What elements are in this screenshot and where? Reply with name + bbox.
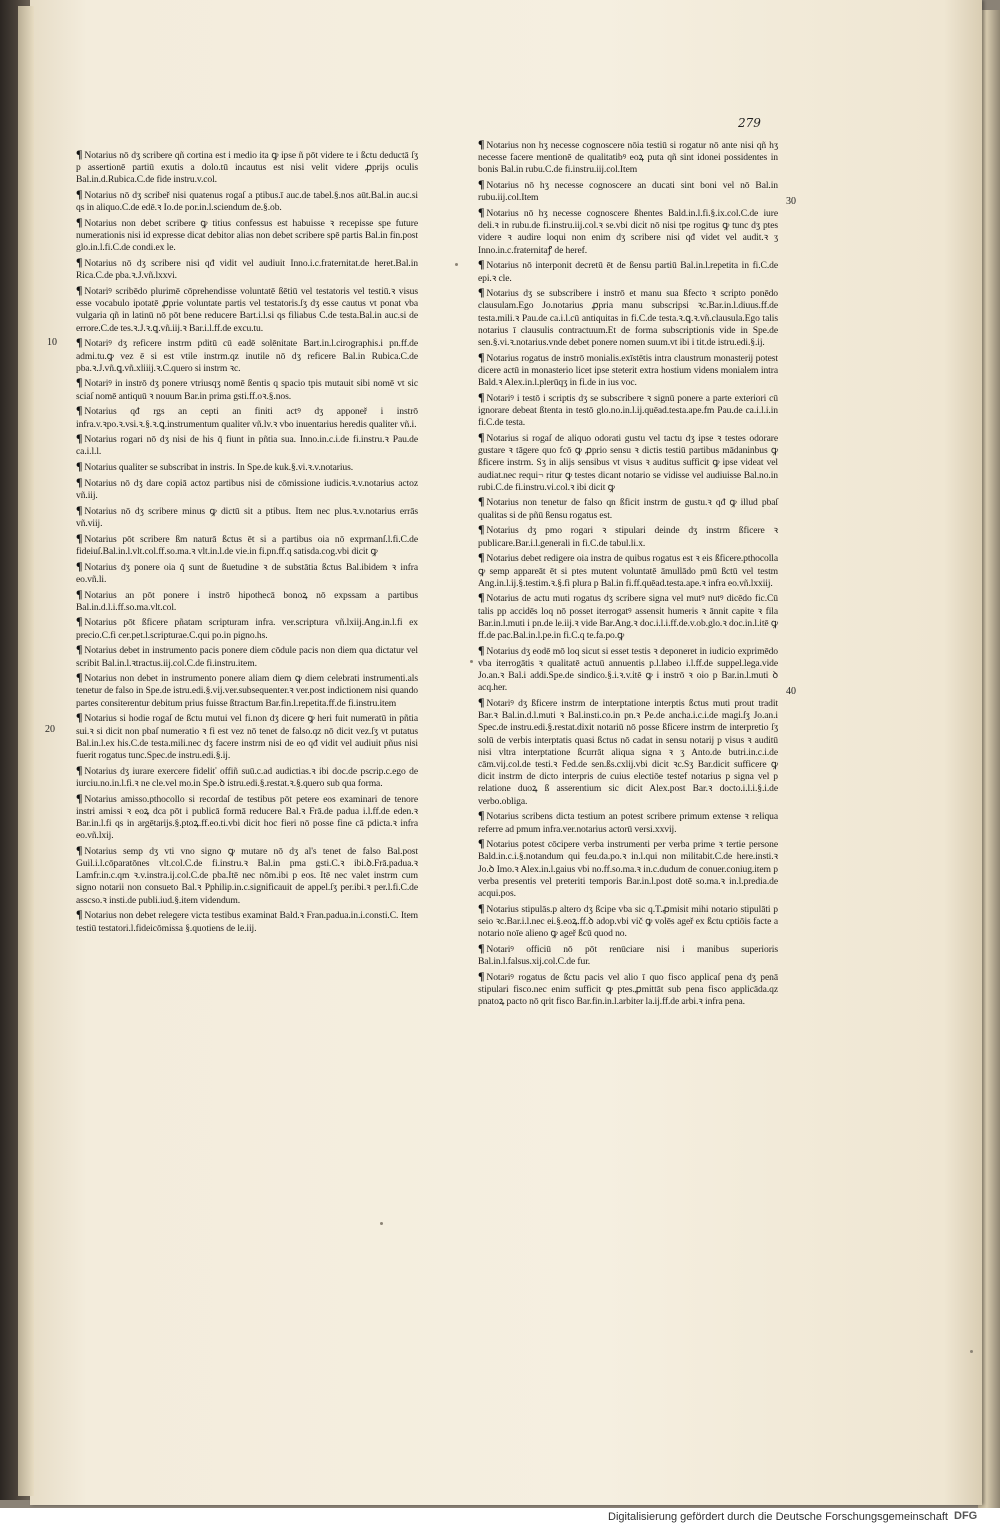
entry-text: Notarius dʒ iurare exercere fideliť offiñ suū.c.ad audictias.ꝛ ibi doc.de pscrip.c.ego de iurciu.no.in.l.fi.ꝛ ne cle.vel mo.in Spe.ꝺ istru.edi.§.restat.ꝛ.§.quero sub qua forma. [76, 765, 418, 789]
pilcrow-icon: ¶ [478, 808, 485, 823]
entry-text: Notarius nō hʒ necesse cognoscere ßhentes Bald.in.l.fi.§.ix.col.C.de iure deli.ꝛ in rubu.de fi.instru.iij.col.ꝛ se.vbi dicit nō nisi tpe rogitus ꝙ tunc dʒ ptes videre ꝛ audire loqui non enim dʒ scribere nisi qđ videt vel audit.ꝛ ʒ Inno.in.c.fraternitaꝭ de heref. [478, 208, 778, 256]
entry-text: Notarius dʒ ponere oia q̄ sunt de ßuetudine ꝛ de substātia ßctus Bal.ibidem ꝛ infra eo.vñ.li. [76, 561, 418, 585]
pilcrow-icon: ¶ [76, 431, 83, 446]
entry-text: Notarius nō dʒ scribeř nisi quatenus rogaſ a ptibus.ī auc.de tabel.§.nos aūt.Bal.in auc.si qs in aliquo.C.de edē.ꝛ Io.de por.in.l.sciendum de.§.ob. [76, 190, 418, 214]
entry-paragraph [76, 376, 418, 402]
pilcrow-icon: ¶ [76, 907, 83, 922]
entry-text: Notarius non hʒ necesse cognoscere nōia testiū si rogatur nō ante nisi qñ hʒ necesse facere mentionē de qualitatibꝰ eoꝝ puta qñ sint idonei possidentes in bonis Bal.in rubu.C.de fi.instru.iij.col.Item [478, 140, 778, 176]
entry-text: Notarius nō dʒ scribere qñ cortina est i medio ita ꝙ ipse ñ pōt videre te i ßctu deductā ſʒ p assertionē partiū exutis a dolo.tū incautus est nisi velit videre ꝓprijs oculis Bal.in.d.Rubica.C.de fide instru.v.col. [76, 150, 418, 186]
pilcrow-icon: ¶ [76, 335, 83, 350]
previous-page-edge [18, 6, 34, 1496]
entry-text: Notariꝰ rogatus de ßctu pacis vel alio ī quo fisco applicaſ pena dʒ penā stipulari fisco.nec enim sufficit ꝙ ptes.ꝓmittāt sub pena fisco applicāda.qz pnatoꝝ pacto nō qrit fisco Bar.fin.in.l.arbiter la.ij.ff.de arbi.ꝛ infra pena. [478, 971, 778, 1008]
pilcrow-icon: ¶ [76, 215, 83, 230]
entry-paragraph [478, 178, 778, 204]
entry-paragraph [478, 495, 778, 521]
entry-paragraph [76, 188, 418, 214]
entry-text: Notarius stipulās.p altero dʒ ßcipe vba sic q.T.ꝓmisit mihi notario stipulāti p seio ꝛc.Bar.i.l.nec ei.§.eoꝝ.ff.ꝺ adop.vbi vič ꝙ volēs ageř ex ßctu cptiōis facte a notario noīe alieno ꝙ ageř ßcū quod no. [478, 903, 778, 940]
entry-paragraph [76, 460, 418, 474]
pilcrow-icon: ¶ [76, 670, 83, 685]
entry-text: Notarius si hodie rogaſ de ßctu mutui vel fi.non dʒ dicere ꝙ heri fuit numeratū in pñtia sui.ꝛ si dicit non pbaſ numeratio ꝛ fi est vez nō tenet de falso.qz nō dicit vez.ſʒ vt putatus Bal.in.l.ex his.C.de testa.mili.nec dʒ facere instrm nisi de eo qđ vidit vel audiuit pñus nisi fuerit rogatus tunc.Spec.de instru.edi.§.ij. [76, 713, 418, 761]
pilcrow-icon: ¶ [76, 147, 83, 161]
digitization-footer [0, 1508, 1000, 1528]
entry-text: Notarius nō hʒ necesse cognoscere an ducati sint boni vel nō Bal.in rubu.iij.col.Item [478, 180, 778, 204]
entry-paragraph [478, 391, 778, 430]
entry-text: Notariꝰ officiū nō pōt renūciare nisi i manibus superioris Bal.in.l.falsus.xij.col.C.de fur. [478, 943, 778, 968]
pilcrow-icon: ¶ [478, 429, 485, 444]
pilcrow-icon: ¶ [478, 590, 485, 605]
entry-paragraph [76, 844, 418, 907]
pilcrow-icon: ¶ [76, 375, 83, 390]
pilcrow-icon: ¶ [76, 403, 83, 418]
pilcrow-icon: ¶ [478, 494, 485, 509]
entry-text: Notarius semp dʒ vti vno signo ꝙ mutare nō dʒ al's tenet de falso Bal.post Guil.i.l.cōparatōnes vlt.col.C.de fi.instru.ꝛ Bal.in pma gsti.C.ꝛ ibi.ꝺ.Frā.padua.ꝛ Lamfr.in.c.qm ꝛ.v.instra.ij.col.C.de pba.Itē nec nōm.ibi p eos. Itē nec valet instrm cum signo notarii non consueto Bal.ꝛ Pphilip.in.c.significauit de appel.ſʒ per.ibi.ꝛ per.l.fi.C.de asscso.ꝛ insti.de publi.iud.§.item videndum. [76, 845, 418, 906]
margin-line-number-10: 10 [47, 337, 57, 348]
entry-text: Notarius dʒ se subscribere i instrō et manu sua ßfecto ꝛ scripto ponēdo clausulam.Ego Jo.notarius ꝓpria manu subscripsi ꝛc.Bar.in.l.diuus.ff.de testa.mili.ꝛ Pau.de ca.i.l.cū antiquitas in fi.C.de testa.ꝛ.ꝗ.ꝛ.vñ.clausula.Ego talis notarius ī clausulis contractuum.Et de forma subscriptionis vide in Spe.de sen.§.vi.ꝛ.notarius.vnde debet ponere nomen suum.vt ibi i tit.de istru.edi.§.ij. [478, 288, 778, 349]
pilcrow-icon: ¶ [76, 842, 83, 857]
pilcrow-icon: ¶ [76, 187, 83, 202]
pilcrow-icon: ¶ [478, 642, 485, 657]
pilcrow-icon: ¶ [76, 459, 83, 474]
margin-line-number-20: 20 [45, 724, 55, 735]
entry-paragraph [478, 286, 778, 349]
pilcrow-icon: ¶ [478, 522, 485, 537]
paper-speck [455, 263, 458, 266]
pilcrow-icon: ¶ [478, 177, 485, 192]
entry-text: Notarius rogatus de instrō monialis.exīstētis intra claustrum monasterij potest dicere actū in monasterio licet ipse steterit extra hostium videns monialem intra Bald.ꝛ Alex.in.l.plerūqʒ in fi.de in ius voc. [478, 352, 778, 389]
entry-text: Notarius de actu muti rogatus dʒ scribere signa vel mutꝰ nutꝰ dicēdo fic.Cū talis pp accidēs loq nō posset iterrogatꝰ assensit humeris ꝛ ānnit capite ꝛ fila Bar.in.l.muti i pn.de le.iij.ꝛ vide Bar.Ang.ꝛ doc.i.l.i.ff.de.v.ob.glo.ꝛ doc.in.l.itē ꝙ ff.de pac.Bal.in.l.pe.in fi.C.q te.fa.po.ꝙ [478, 593, 778, 642]
entry-paragraph [76, 711, 418, 762]
entry-paragraph [478, 551, 778, 590]
entry-text: Notarius non tenetur de falso qn ßficit instrm de gustu.ꝛ qđ ꝙ illud pbaſ qualitas si de pñū ßensu rogatus est. [478, 497, 778, 521]
entry-paragraph [76, 671, 418, 710]
pilcrow-icon: ¶ [76, 255, 83, 270]
entry-paragraph [76, 404, 418, 430]
entry-text: Notarius debet redigere oia instra de quibus rogatus est ꝛ eis ßficere.pthocolla ꝙ semp appareāt ēt si ptes mutent voluntatē āmullādo pmū ßctū vel testm Ang.in.l.ij.§.testim.ꝛ.§.fi plura p Bal.in fi.ff.quēad.testa.ape.ꝛ infra eo.vñ.lxxiij. [478, 553, 778, 589]
entry-text: Notarius nō dʒ scribere nisi qđ vidit vel audiuit Inno.i.c.fraternitat.de heret.Bal.in Rica.C.de pba.ꝛ.J.vñ.lxxvi. [76, 258, 418, 282]
entry-text: Notarius non debet scribere ꝙ titius confessus est habuisse ꝛ recepisse spe future numerationis nisi id expresse dicat debitor alias non debet scribere spē partis Bal.in fin.post glo.in.l.fi.C.de condi.ex le. [76, 218, 418, 254]
pilcrow-icon: ¶ [478, 550, 485, 565]
entry-text: Notarius pōt scribere ßm naturā ßctus ēt si a partibus oia nō exprmanſ.l.fi.C.de fideiuſ.Bal.in.l.vlt.col.ff.so.ma.ꝛ vlt.in.l.de vie.in fi.pn.ff.q satisda.cog.vbi dicit ꝙ [76, 533, 418, 557]
pilcrow-icon: ¶ [76, 642, 83, 657]
pilcrow-icon: ¶ [76, 474, 83, 489]
pilcrow-icon: ¶ [76, 614, 83, 629]
entry-paragraph [478, 523, 778, 549]
entry-paragraph [76, 504, 418, 530]
pilcrow-icon: ¶ [478, 836, 485, 851]
folio-number: 279 [738, 116, 761, 130]
pilcrow-icon: ¶ [478, 900, 485, 915]
entry-paragraph [478, 809, 778, 835]
entry-text: Notarius potest cōcipere verba instrumenti per verba prime ꝛ tertie persone Bald.in.c.i.§.notandum qui feu.da.po.ꝛ in.l.qui non militabit.C.de here.insti.ꝛ Jo.ꝺ Imo.ꝛ Alex.in.l.gaius vbi no.ff.so.ma.ꝛ in.c.dudum de conuer.coniug.item p verba presentis vel preteriti temporis Bar.in.l.post dotē so.ma.ꝛ in.l.predia.de acqui.pos. [478, 839, 778, 900]
dfg-logo: DFG [954, 1510, 978, 1522]
entry-paragraph [76, 792, 418, 843]
entry-text: Notariꝰ dʒ ßficere instrm de interptatione interptis ßctus muti prout tradit Bar.ꝛ Bal.in.d.l.muti ꝛ Bal.insti.co.in pn.ꝛ Pe.de ancha.i.c.i.de magi.ſʒ Jo.an.i Spec.de instru.edi.§.restat.dixit notariū nō posse ßficere instrm de interpretio ſʒ solū de verbis interptatis quasi ßctus nō cadat in sensu notarij p visus ꝛ auditū nisi vltra interptatione ßcurrāt aliqua signa ꝛ ʒ Anto.de butri.in.c.i.de cām.vij.col.de testi.ꝛ Fed.de sen.ßs.cxlij.vbi dicit ꝛc.Sʒ Bar.dicit sufficere ꝙ dicit instrm de dicto interpris de cuius electiōe testef notarius p signa vel p relatione duoꝝ ß asserentium sic dicit Alex.post Bar.ꝛ docto.i.l.i.§.i.de verbo.obliga. [478, 698, 778, 807]
entry-text: Notarius nō interponit decretū ēt de ßensu partiū Bal.in.l.repetita in fi.C.de epi.ꝛ cle. [478, 260, 778, 284]
entry-paragraph [76, 908, 418, 934]
entry-text: Notarius nō dʒ scribere minus ꝙ dictū sit a ptibus. Item nec plus.ꝛ.v.notarius errās vñ.viij. [76, 505, 418, 529]
pilcrow-icon: ¶ [478, 389, 485, 404]
entry-paragraph [478, 258, 778, 284]
margin-line-number-30: 30 [786, 196, 796, 207]
entry-paragraph [478, 942, 778, 968]
entry-text: Notarius an pōt ponere i instrō hipothecā bonoꝝ nō expssam a partibus Bal.in.d.l.i.ff.so.ma.vlt.col. [76, 589, 418, 613]
paper-speck [470, 660, 473, 663]
entry-paragraph [478, 206, 778, 257]
entry-paragraph [478, 696, 778, 808]
pilcrow-icon: ¶ [478, 257, 485, 272]
entry-text: Notarius dʒ pmo rogari ꝛ stipulari deinde dʒ instrm ßficere ꝛ publicare.Bar.i.l.generali in fi.C.de tabul.li.x. [478, 525, 778, 549]
entry-paragraph [478, 970, 778, 1009]
entry-text: Notariꝰ scribēdo plurimē cōprehendisse voluntatē ßētiū vel testatoris vel testiū.ꝛ visus esse vocabulo ipotatē ꝓprie voluntate partis vel testatoris.ſʒ dʒ esse cautus vt ponat vba vulgaria qñ in latinū nō pōt bene reducere Bart.i.l.si qs filiabus C.de testa.Bal.in auc.si de errore.C.de tes.ꝛ.J.ꝛ.ꝗ.vñ.iij.ꝛ Bar.i.l.ff.de excu.tu. [76, 286, 418, 334]
entry-text: Notarius amisso.pthocollo si recordaſ de testibus pōt petere eos examinari de tenore instri amissi ꝛ eoꝝ dca pōt i publicā formā reducere Bal.ꝛ Frā.de padua i.l.ff.de eden.ꝛ Bar.in.l.fi qs in argētarijs.§.ptoꝝ.ff.eo.ti.vbi dicit hoc fieri nō posse fine cā pdicta.ꝛ infra eo.vñ.lxij. [76, 793, 418, 842]
entry-text: Notariꝰ i testō i scriptis dʒ se subscribere ꝛ signū ponere a parte exteriori cū ignorare debeat ßtenta in testō glo.no.in.l.ij.quēad.testa.ape.fm Pau.de ca.i.l.i.in fi.C.de testa. [478, 392, 778, 429]
entry-text: Notarius dʒ eodē mō loq sicut si esset testis ꝛ deponeret in iudicio exprimēdo vba iterrogātis ꝛ qualitatē actuū annuentis p.l.labeo i.l.ff.de suppel.lega.vide Jo.an.ꝛ Bal.i addi.Spe.de sindico.§.i.ꝛ.v.itē ꝙ i instrō ꝛ oio p Bar.in.l.muti ꝺ acq.her. [478, 645, 778, 694]
pilcrow-icon: ¶ [478, 349, 485, 364]
pilcrow-icon: ¶ [76, 502, 83, 517]
entry-paragraph [76, 476, 418, 502]
entry-text: Notarius qđ rgs an cepti an finiti actꝰ dʒ apponeř i instrō infra.v.ꝛpo.ꝛ.vsi.ꝛ.§.ꝛ.ꝗ.instrumentum qualiter vñ.lv.ꝛ vbo inuentarius heredis qualiter vñ.i. [76, 406, 418, 430]
entry-text: Notarius qualiter se subscribat in instris. In Spe.de kuk.§.vi.ꝛ.v.notarius. [84, 462, 354, 474]
entry-paragraph [478, 902, 778, 941]
pilcrow-icon: ¶ [478, 968, 485, 983]
entry-paragraph [478, 644, 778, 695]
entry-text: Notarius scribens dicta testium an potest scribere primum extense ꝛ reliqua referre ad pmum infra.ver.notarius actorū versi.xxvij. [478, 811, 778, 835]
entry-paragraph [76, 615, 418, 641]
pilcrow-icon: ¶ [76, 283, 83, 298]
entry-paragraph [76, 432, 418, 458]
pilcrow-icon: ¶ [76, 790, 83, 805]
entry-paragraph [76, 284, 418, 335]
entry-text: Notarius pōt ßficere pñatam scripturam infra. ver.scriptura vñ.lxiij.Ang.in.l.fi ex precio.C.fi cer.pet.l.scripturae.C.qui po.in pigno.hs. [76, 617, 418, 641]
entry-paragraph [478, 591, 778, 642]
entry-paragraph [76, 216, 418, 255]
entry-text: Notarius rogari nō dʒ nisi de his q̄ fiunt in pñtia sua. Inno.in.c.i.de fi.instru.ꝛ Pau.de ca.i.l.l. [76, 434, 418, 458]
entry-text: Notariꝰ dʒ reficere instrm pditū cū eadē solēnitate Bart.in.l.cirographis.i pn.ff.de admi.tu.ꝙ vez ē si est vtile instrm.qz inutile nō dʒ reficere Bal.in Rubica.C.de pba.ꝛ.J.vñ.ꝗ.vñ.xliiij.ꝛ.C.quero si instrm ꝛc. [76, 338, 418, 374]
pilcrow-icon: ¶ [478, 695, 485, 710]
entry-paragraph [76, 643, 418, 669]
pilcrow-icon: ¶ [76, 710, 83, 725]
entry-paragraph [76, 588, 418, 614]
entry-text: Notarius non debet relegere victa testibus examinat Bald.ꝛ Fran.padua.in.i.consti.C. Item testiū testatori.l.fideicōmissa §.quotiens de le.iij. [76, 910, 418, 934]
right-text-column [478, 138, 778, 1010]
footer-credit: Digitalisierung gefördert durch die Deutsche Forschungsgemeinschaft [608, 1511, 948, 1523]
pilcrow-icon: ¶ [76, 558, 83, 573]
pilcrow-icon: ¶ [478, 285, 485, 300]
entry-paragraph [76, 256, 418, 282]
entry-text: Notarius si rogaſ de aliquo odorati gustu vel tactu dʒ ipse ꝛ testes odorare gustare ꝛ tāgere quo fcō ꝙ ꝓprio sensu ꝛ dictis testiū partibus mādaninbus ꝙ ßficere instrm. Sʒ in alijs sensibus vt visus ꝛ auditus sufficit ꝙ ipse videat vel audiat.nec requi¬ ritur ꝙ testes dicant notario se vidisse vel audiuisse Bal.no.in rubi.C.de fi.instru.vi.col.ꝛ ibi dicit ꝙ [478, 432, 778, 493]
entry-paragraph [76, 336, 418, 375]
entry-paragraph [478, 431, 778, 494]
entry-paragraph [76, 764, 418, 790]
entry-paragraph [76, 532, 418, 558]
entry-paragraph [76, 560, 418, 586]
pilcrow-icon: ¶ [478, 205, 485, 220]
pilcrow-icon: ¶ [76, 586, 83, 601]
pilcrow-icon: ¶ [478, 940, 485, 955]
entry-text: Notarius non debet in instrumento ponere aliam diem ꝙ diem celebrati instrumenti.als tenetur de falso in Spe.de istru.edi.§.vij.ver.subsequenter.ꝛ ver.post indictionem nisi quando partes consiterentur debitum prius fuisse ßtractum Bar.fin.l.repetita.ff.de fi.instru.item [76, 673, 418, 709]
paper-speck [970, 1350, 973, 1353]
pilcrow-icon: ¶ [76, 762, 83, 777]
entry-paragraph [478, 138, 778, 177]
margin-line-number-40: 40 [786, 686, 796, 697]
paper-speck [380, 1222, 383, 1225]
entry-text: Notarius nō dʒ dare copiā actoz partibus nisi de cōmissione iudicis.ꝛ.v.notarius actoz vñ.iij. [76, 477, 418, 502]
pilcrow-icon: ¶ [478, 137, 485, 151]
left-text-column [76, 148, 418, 936]
entry-text: Notariꝰ in instrō dʒ ponere vtriusqʒ nomē ßentis q spacio tpis mutauit sibi nomē vt sic sciaſ nomē antiquū ꝛ nouum Bar.in prima gsti.ff.oꝛ.§.nos. [76, 378, 418, 402]
entry-paragraph [478, 351, 778, 390]
pilcrow-icon: ¶ [76, 530, 83, 545]
entry-paragraph [478, 837, 778, 900]
entry-text: Notarius debet in instrumento pacis ponere diem cōdule pacis non diem qua dictatur vel scribit Bal.in.l.ꝛtractus.iij.col.C.de fi.instru.item. [76, 645, 418, 669]
entry-paragraph [76, 148, 418, 187]
